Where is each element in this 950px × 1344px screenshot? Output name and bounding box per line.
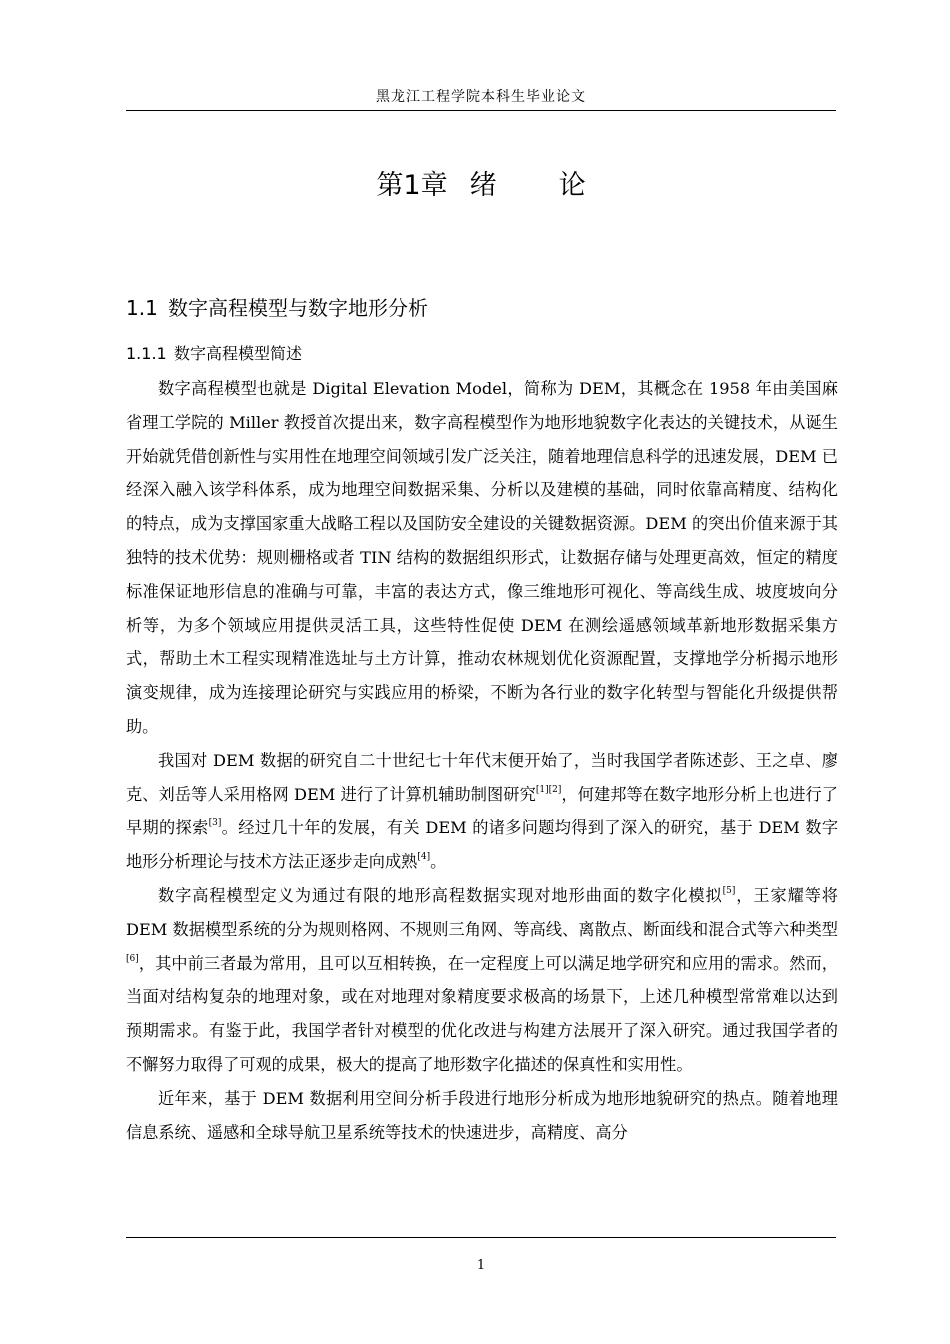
page-number: 1 bbox=[476, 1258, 486, 1273]
chapter-title-char-2: 论 bbox=[558, 170, 586, 201]
paragraph-4: 近年来，基于 DEM 数据利用空间分析手段进行地形分析成为地形地貌研究的热点。随着地理信息系统、遥感和全球导航卫星系统等技术的快速进步，高精度、高分 bbox=[126, 1088, 838, 1142]
paragraph-3-text-a: 数字高程模型定义为通过有限的地形高程数据实现对地形曲面的数字化模拟 bbox=[158, 885, 723, 905]
footer-rule bbox=[126, 1237, 836, 1238]
section-title: 数字高程模型与数字地形分析 bbox=[168, 296, 428, 320]
chapter-title-char-1: 绪 bbox=[469, 170, 497, 201]
citation-6: [6] bbox=[126, 953, 139, 964]
paragraph-3-text-b: ，王家耀等将 DEM 数据模型系统的分为规则格网、不规则三角网、等高线、离散点、断面线和混合式等六种类型 bbox=[126, 885, 838, 939]
citation-5: [5] bbox=[722, 885, 736, 896]
chapter-number: 1 bbox=[403, 170, 421, 201]
citation-2: [2] bbox=[548, 784, 562, 795]
paragraph-2 bbox=[126, 744, 838, 879]
running-header: 黑龙江工程学院本科生毕业论文 bbox=[376, 89, 586, 105]
chapter-prefix: 第 bbox=[376, 170, 404, 201]
citation-1: [1] bbox=[535, 784, 549, 795]
subsection-heading bbox=[126, 343, 302, 365]
paragraph-2-text-a: 我国对 DEM 数据的研究自二十世纪七十年代末便开始了，当时我国学者陈述彭、王之卓、廖克、刘岳等人采用格网 DEM 进行了计算机辅助制图研究 bbox=[126, 750, 838, 804]
header-rule bbox=[126, 110, 836, 111]
subsection-title: 数字高程模型简述 bbox=[174, 344, 303, 363]
chapter-title bbox=[126, 166, 836, 206]
paragraph-2-text-b: ，何建邦等在数字地形分析上也进行了早期的探索 bbox=[126, 784, 838, 838]
section-heading bbox=[126, 294, 428, 322]
paragraph-1: 数字高程模型也就是 Digital Elevation Model，简称为 DEM，其概念在 1958 年由美国麻省理工学院的 Miller 教授首次提出来，数字高程模型作为地形地貌数字化表达的关键技术，从诞生开始就凭借创新性与实用性在地理空间领域引发广泛关注，随着地理信息科学的迅速发展，DEM 已经深入融入该学科体系，成为地理空间数据采集、分析以及建模的基础，同时依靠高精度、结构化的特点，成为支撑国家重大战略工程以及国防安全建设的关键数据资源。DEM 的突出价值来源于其独特的技术优势：规则栅格或者 TIN 结构的数据组织形式，让数据存储与处理更高效，恒定的精度标准保证地形信息的准确与可靠，丰富的表达方式，像三维地形可视化、等高线生成、坡度坡向分析等，为多个领域应用提供灵活工具，这些特性促使 DEM 在测绘遥感领域革新地形数据采集方式，帮助土木工程实现精准选址与土方计算，推动农林规划优化资源配置，支撑地学分析揭示地形演变规律，成为连接理论研究与实践应用的桥梁，不断为各行业的数字化转型与智能化升级提供帮助。 bbox=[126, 379, 838, 736]
section-number: 1.1 bbox=[126, 296, 158, 320]
citation-3: [3] bbox=[208, 818, 222, 829]
paragraph-3-text-c: ，其中前三者最为常用，且可以互相转换，在一定程度上可以满足地学研究和应用的需求。然而，当面对结构复杂的地理对象，或在对地理对象精度要求极高的场景下，上述几种模型常常难以达到预期需求。有鉴于此，我国学者针对模型的优化改进与构建方法展开了深入研究。通过我国学者的不懈努力取得了可观的成果，极大的提高了地形数字化描述的保真性和实用性。 bbox=[126, 953, 838, 1074]
paragraph-2-text-d: 。 bbox=[430, 852, 447, 872]
chapter-suffix: 章 bbox=[420, 170, 448, 201]
paragraph-3 bbox=[126, 879, 838, 1082]
body-text bbox=[126, 372, 838, 1149]
subsection-number: 1.1.1 bbox=[126, 344, 167, 363]
paragraph-2-text-c: 。经过几十年的发展，有关 DEM 的诸多问题均得到了深入的研究，基于 DEM 数字地形分析理论与技术方法正逐步走向成熟 bbox=[126, 818, 839, 872]
citation-4: [4] bbox=[417, 852, 431, 863]
